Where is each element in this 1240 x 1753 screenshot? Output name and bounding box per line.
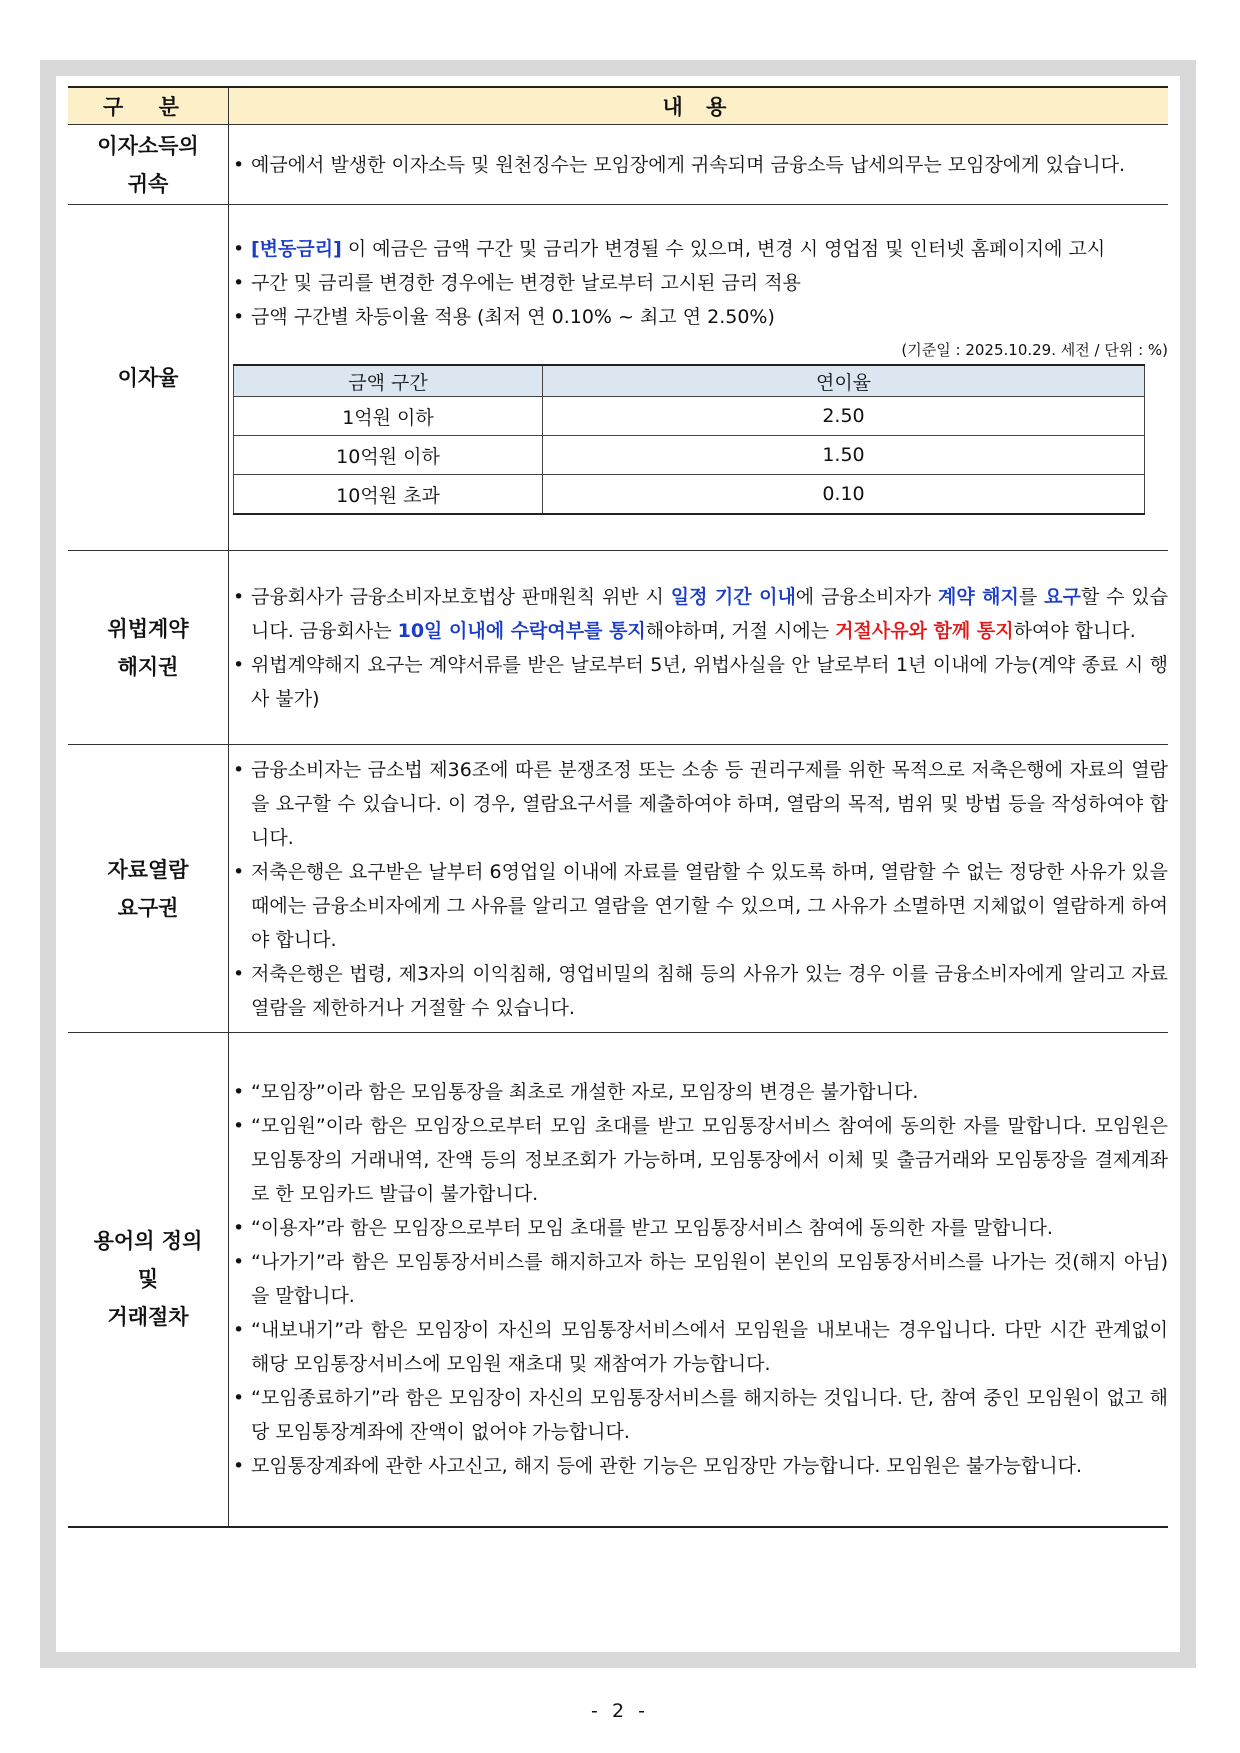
- header-category: 구 분: [68, 87, 229, 125]
- text-span: 하여야 합니다.: [1013, 619, 1136, 642]
- list-item: • 금융소비자는 금소법 제36조에 따른 분쟁조정 또는 소송 등 권리구제를 위한 목적으로 저축은행에 자료의 열람을 요구할 수 있습니다. 이 경우, 열람요구서를 제출하여야 하며, 열람의 목적, 범위 및 방법 등을 작성하여야 합니다.: [229, 753, 1168, 855]
- rate-range: 10억원 초과: [234, 475, 543, 515]
- table-row: [68, 551, 1168, 745]
- text-span: 금융회사가 금융소비자보호법상 판매원칙 위반 시: [251, 585, 671, 608]
- label-line: 이자소득의: [97, 133, 199, 158]
- list-item: • 위법계약해지 요구는 계약서류를 받은 날로부터 5년, 위법사실을 안 날로부터 1년 이내에 가능(계약 종료 시 행사 불가): [229, 648, 1168, 716]
- rate-row: [234, 475, 1145, 515]
- label-line: 해지권: [117, 654, 179, 679]
- row-label-illegal-contract: [68, 551, 229, 745]
- rate-row: [234, 397, 1145, 436]
- list-item: • 저축은행은 요구받은 날부터 6영업일 이내에 자료를 열람할 수 있도록 하며, 열람할 수 없는 정당한 사유가 있을 때에는 금융소비자에게 그 사유를 알리고 열람을 연기할 수 있으며, 그 사유가 소멸하면 지체없이 열람하게 하여야 합니다.: [229, 855, 1168, 957]
- page-number: - 2 -: [591, 1700, 649, 1722]
- label-line: 귀속: [127, 171, 169, 196]
- text-span: 를: [1018, 585, 1045, 608]
- label-line: 및: [137, 1267, 159, 1292]
- text-span: 이 예금은 금액 구간 및 금리가 변경될 수 있으며, 변경 시 영업점 및 인터넷 홈페이지에 고시: [341, 238, 1106, 260]
- highlight-blue: 계약 해지: [938, 585, 1019, 608]
- table-row: [68, 1033, 1168, 1527]
- rate-range: 10억원 이하: [234, 436, 543, 475]
- highlight-blue: 10일 이내에 수락여부를 통지: [397, 619, 646, 642]
- text-span: 에 금융소비자가: [795, 585, 939, 608]
- table-header-row: [68, 87, 1168, 125]
- row-label-interest-income: [68, 125, 229, 205]
- rate-value: 2.50: [543, 397, 1145, 436]
- terms-table: [68, 86, 1168, 1528]
- rate-header-rate: 연이율: [543, 365, 1145, 397]
- row-label-interest-rate: 이자율: [68, 205, 229, 551]
- list-item: • “모임종료하기”라 함은 모임장이 자신의 모임통장서비스를 해지하는 것입니다. 단, 참여 중인 모임원이 없고 해당 모임통장계좌에 잔액이 없어야 가능합니다.: [229, 1381, 1168, 1449]
- bullet-list: [229, 232, 1168, 334]
- list-item: • “나가기”라 함은 모임통장서비스를 해지하고자 하는 모임원이 본인의 모임통장서비스를 나가는 것(해지 아님)을 말합니다.: [229, 1245, 1168, 1313]
- list-item: • “이용자”라 함은 모임장으로부터 모임 초대를 받고 모임통장서비스 참여에 동의한 자를 말합니다.: [229, 1211, 1168, 1245]
- rate-table-note: (기준일 : 2025.10.29. 세전 / 단위 : %): [901, 341, 1168, 359]
- row-content: [229, 551, 1169, 745]
- label-line: 자료열람: [107, 857, 189, 882]
- list-item: • “모임원”이라 함은 모임장으로부터 모임 초대를 받고 모임통장서비스 참여에 동의한 자를 말합니다. 모임원은 모임통장의 거래내역, 잔액 등의 정보조회가 가능하며, 모임통장에서 이체 및 출금거래와 모임통장을 결제계좌로 한 모임카드 발급이 불가합니다.: [229, 1109, 1168, 1211]
- header-content: 내 용: [229, 87, 1169, 125]
- label-line: 용어의 정의: [93, 1229, 203, 1254]
- label-line: 위법계약: [107, 616, 189, 641]
- row-label-data-access: [68, 745, 229, 1033]
- list-item: • 예금에서 발생한 이자소득 및 원천징수는 모임장에게 귀속되며 금융소득 납세의무는 모임장에게 있습니다.: [229, 148, 1168, 182]
- list-item: • 모임통장계좌에 관한 사고신고, 해지 등에 관한 기능은 모임장만 가능합니다. 모임원은 불가능합니다.: [229, 1449, 1168, 1483]
- list-item: • 구간 및 금리를 변경한 경우에는 변경한 날로부터 고시된 금리 적용: [229, 266, 1168, 300]
- list-item: • 금액 구간별 차등이율 적용 (최저 연 0.10% ~ 최고 연 2.50%): [229, 300, 1168, 334]
- highlight-red: 거절사유와 함께 통지: [835, 619, 1014, 642]
- rate-value: 1.50: [543, 436, 1145, 475]
- rate-value: 0.10: [543, 475, 1145, 515]
- rate-row: [234, 436, 1145, 475]
- floating-rate-tag: [변동금리]: [251, 238, 342, 260]
- rate-table-header: [234, 365, 1145, 397]
- table-row: [68, 125, 1168, 205]
- list-item: • 저축은행은 법령, 제3자의 이익침해, 영업비밀의 침해 등의 사유가 있는 경우 이를 금융소비자에게 알리고 자료 열람을 제한하거나 거절할 수 있습니다.: [229, 957, 1168, 1025]
- text-span: 할 수 있습니다. 금융회사는: [251, 585, 1168, 642]
- text-span: 해야하며, 거절 시에는: [645, 619, 836, 642]
- table-row: [68, 205, 1168, 551]
- bullet-list: [229, 753, 1168, 1025]
- list-item: [229, 232, 1168, 266]
- list-item: • “내보내기”라 함은 모임장이 자신의 모임통장서비스에서 모임원을 내보내는 경우입니다. 다만 시간 관계없이 해당 모임통장서비스에 모임원 재초대 및 재참여가 가능합니다.: [229, 1313, 1168, 1381]
- list-item: • “모임장”이라 함은 모임통장을 최초로 개설한 자로, 모임장의 변경은 불가합니다.: [229, 1075, 1168, 1109]
- row-content: [229, 125, 1169, 205]
- rate-header-range: 금액 구간: [234, 365, 543, 397]
- page-content: [56, 76, 1180, 1652]
- page-frame: [40, 60, 1196, 1668]
- row-content: [229, 1033, 1169, 1527]
- label-line: 거래절차: [107, 1305, 189, 1330]
- rate-range: 1억원 이하: [234, 397, 543, 436]
- list-item: [229, 580, 1168, 648]
- bullet-list: [229, 1075, 1168, 1483]
- highlight-blue: 일정 기간 이내: [670, 585, 796, 608]
- row-content: [229, 745, 1169, 1033]
- label-line: 요구권: [117, 895, 179, 920]
- table-row: [68, 745, 1168, 1033]
- highlight-blue: 요구: [1044, 585, 1081, 608]
- bullet-list: [229, 580, 1168, 716]
- row-content: [229, 205, 1169, 551]
- row-label-definitions: [68, 1033, 229, 1527]
- bullet-list: [229, 148, 1168, 182]
- rate-table: [233, 364, 1145, 515]
